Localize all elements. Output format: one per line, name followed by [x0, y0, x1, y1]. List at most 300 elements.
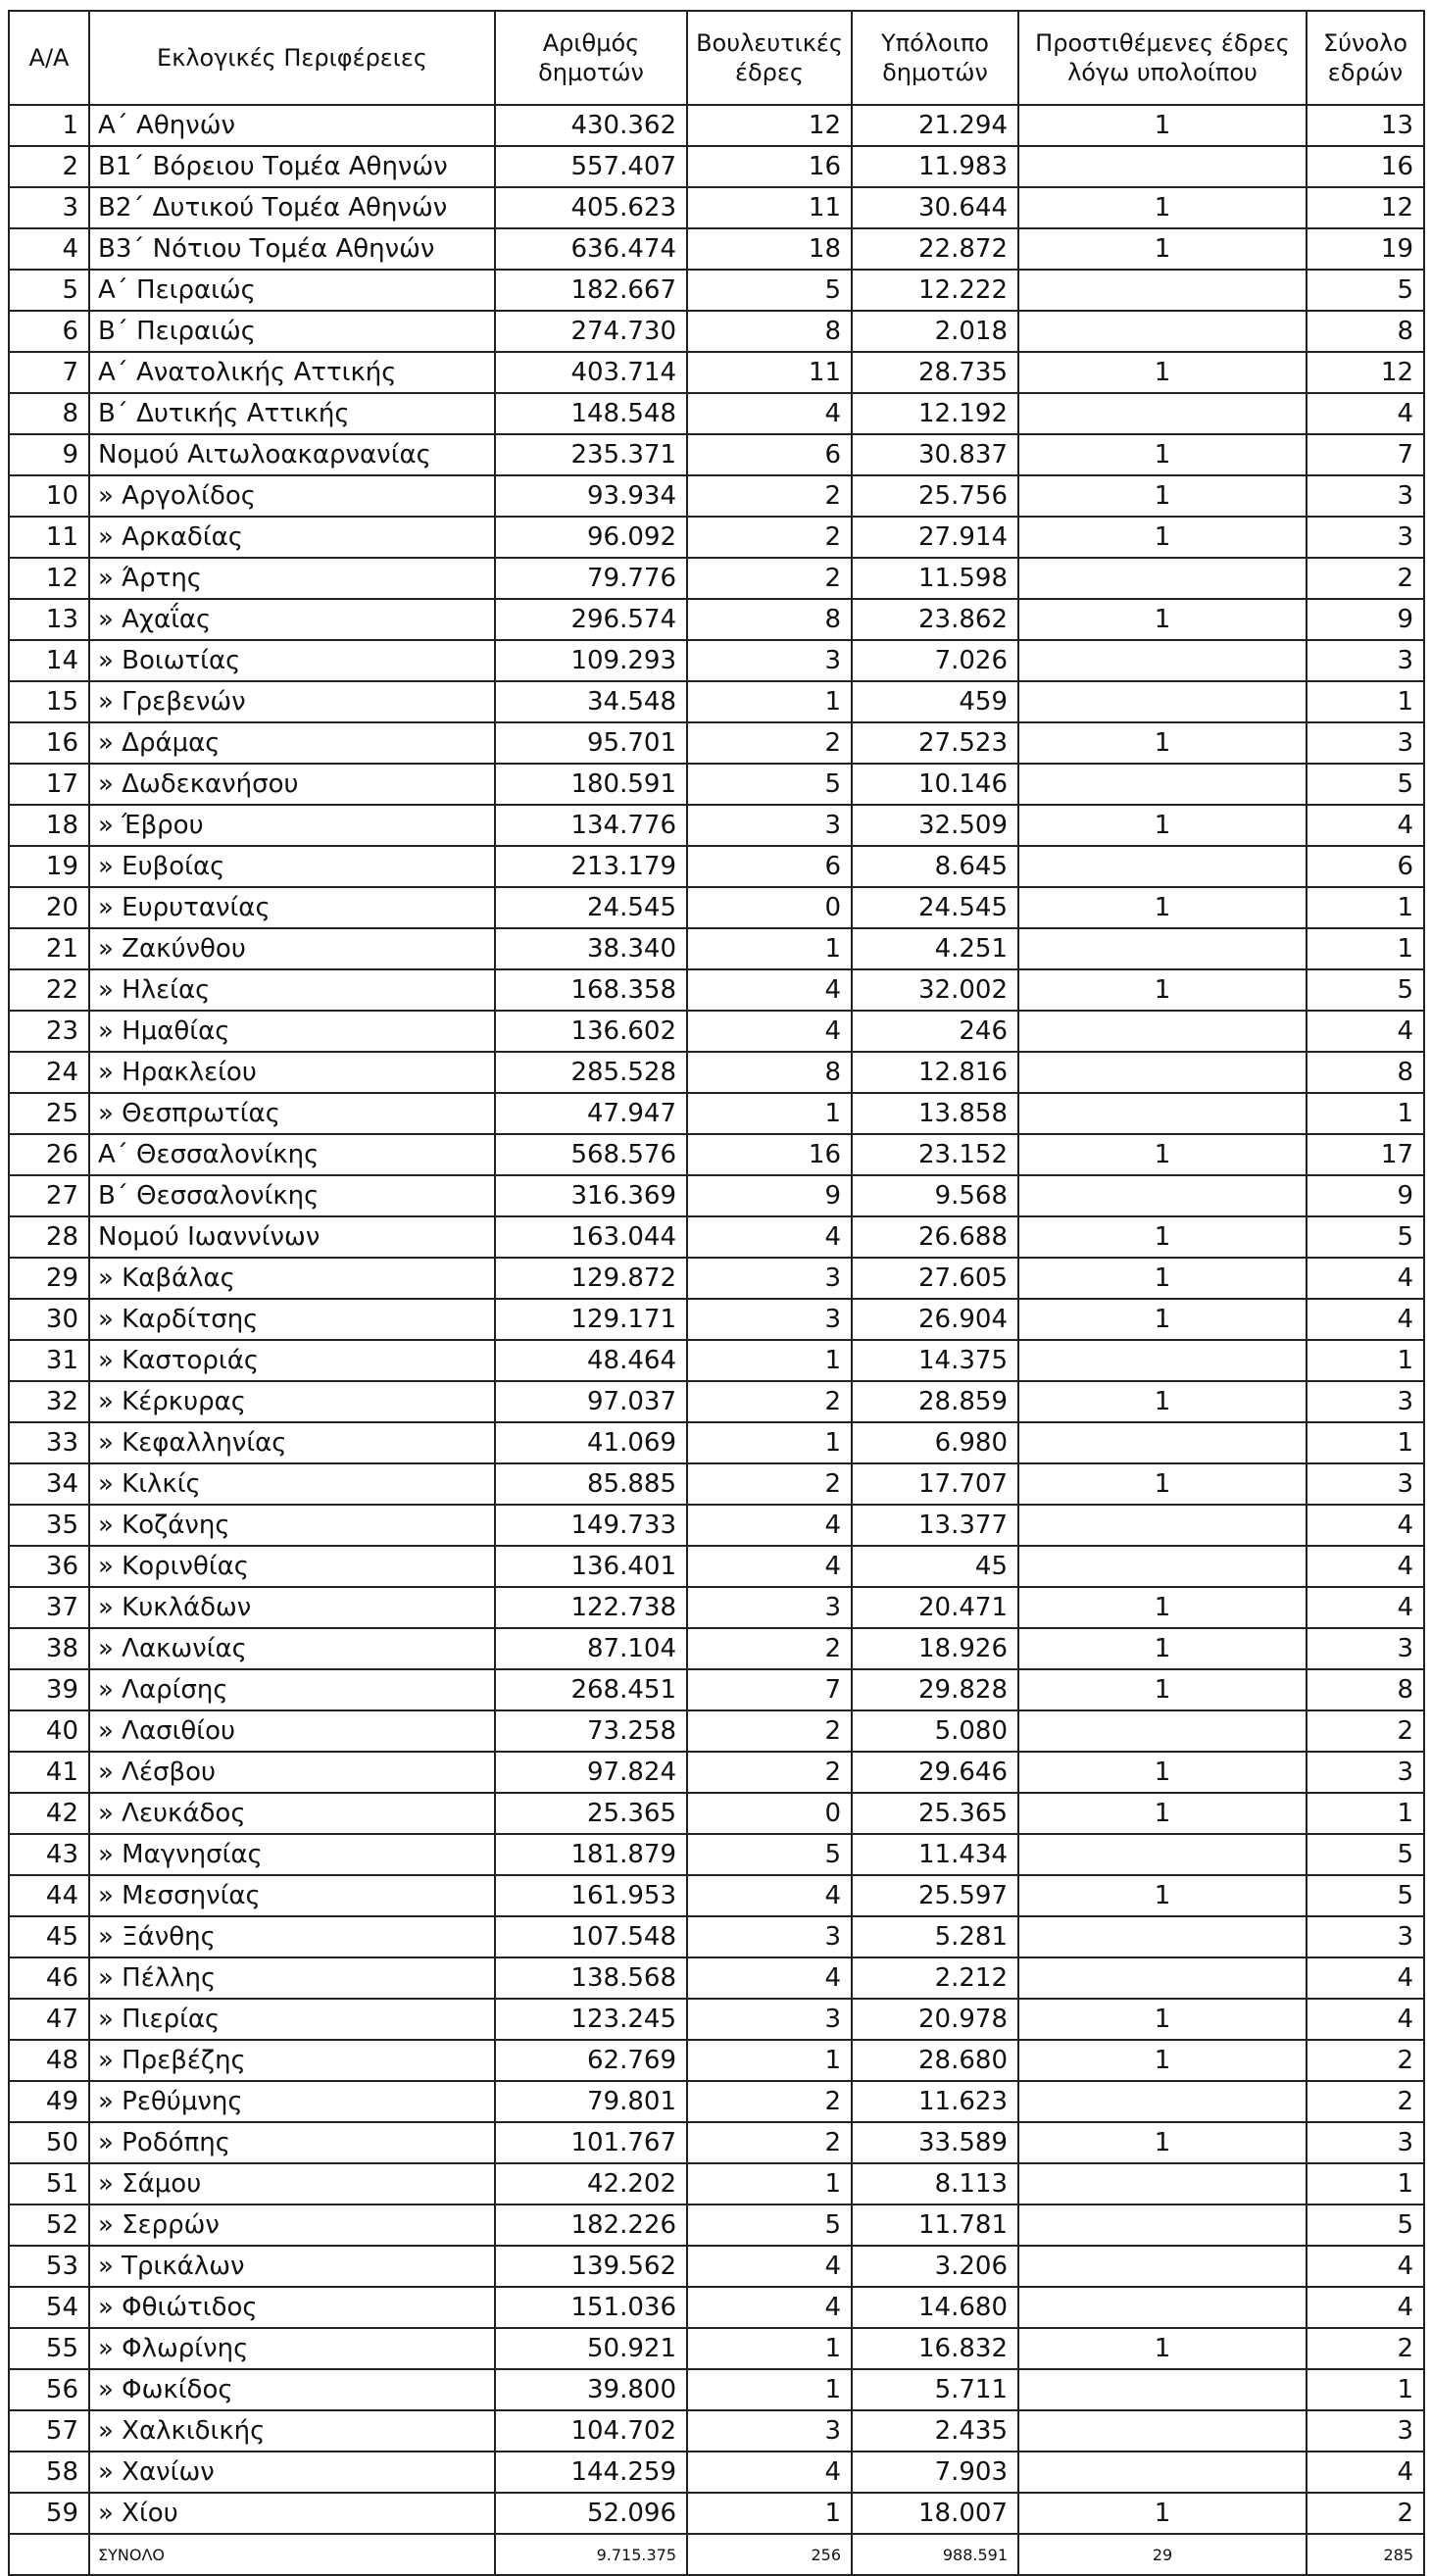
- cell-total-seats: 4: [1307, 1546, 1424, 1587]
- cell-region: » Πρεβέζης: [89, 2040, 495, 2081]
- cell-region: » Κοζάνης: [89, 1505, 495, 1546]
- cell-region: » Σάμου: [89, 2163, 495, 2204]
- cell-voters: 235.371: [495, 434, 687, 475]
- cell-region: » Αχαΐας: [89, 599, 495, 640]
- table-row: [9, 1669, 1424, 1710]
- cell-extra-seats: 1: [1018, 352, 1307, 393]
- cell-remainder: 28.735: [852, 352, 1018, 393]
- cell-total-seats: 3: [1307, 722, 1424, 764]
- cell-extra-seats: [1018, 270, 1307, 311]
- cell-remainder: 8.113: [852, 2163, 1018, 2204]
- cell-total-seats: 4: [1307, 1505, 1424, 1546]
- cell-voters: 161.953: [495, 1875, 687, 1916]
- cell-aa: 16: [9, 722, 89, 764]
- cell-remainder: 28.859: [852, 1381, 1018, 1422]
- cell-remainder: 32.002: [852, 969, 1018, 1011]
- cell-voters: 129.171: [495, 1299, 687, 1340]
- cell-extra-seats: 1: [1018, 969, 1307, 1011]
- cell-voters: 42.202: [495, 2163, 687, 2204]
- cell-remainder: 20.471: [852, 1587, 1018, 1628]
- cell-voters: 104.702: [495, 2410, 687, 2452]
- cell-aa: 1: [9, 105, 89, 146]
- cell-total-seats: 1: [1307, 681, 1424, 722]
- cell-region: Α΄ Θεσσαλονίκης: [89, 1134, 495, 1175]
- table-row: [9, 969, 1424, 1011]
- cell-remainder: 45: [852, 1546, 1018, 1587]
- cell-extra-seats: 1: [1018, 475, 1307, 517]
- cell-aa: 40: [9, 1710, 89, 1752]
- cell-aa: 39: [9, 1669, 89, 1710]
- cell-total-seats: 13: [1307, 105, 1424, 146]
- table-row: [9, 1875, 1424, 1916]
- cell-region: » Ευβοίας: [89, 846, 495, 887]
- cell-aa: 28: [9, 1216, 89, 1258]
- cell-voters: 39.800: [495, 2369, 687, 2410]
- cell-region: » Μαγνησίας: [89, 1834, 495, 1875]
- table-row: [9, 2163, 1424, 2204]
- cell-voters: 136.401: [495, 1546, 687, 1587]
- cell-remainder: 25.365: [852, 1793, 1018, 1834]
- cell-remainder: 13.377: [852, 1505, 1018, 1546]
- table-row: [9, 517, 1424, 558]
- cell-total-seats: 3: [1307, 1628, 1424, 1669]
- table-row: [9, 2452, 1424, 2493]
- cell-voters: 636.474: [495, 228, 687, 270]
- cell-voters: 73.258: [495, 1710, 687, 1752]
- cell-region: » Κιλκίς: [89, 1463, 495, 1505]
- totals-remainder: 988.591: [852, 2534, 1018, 2575]
- cell-total-seats: 3: [1307, 640, 1424, 681]
- cell-total-seats: 2: [1307, 558, 1424, 599]
- cell-extra-seats: 1: [1018, 187, 1307, 228]
- cell-remainder: 5.711: [852, 2369, 1018, 2410]
- cell-region: » Καστοριάς: [89, 1340, 495, 1381]
- table-row: [9, 475, 1424, 517]
- cell-total-seats: 4: [1307, 1957, 1424, 1999]
- cell-seats: 16: [687, 146, 852, 187]
- table-header: [9, 11, 1424, 105]
- cell-seats: 8: [687, 599, 852, 640]
- cell-extra-seats: 1: [1018, 1299, 1307, 1340]
- cell-voters: 95.701: [495, 722, 687, 764]
- table-row: [9, 1422, 1424, 1463]
- cell-total-seats: 5: [1307, 1834, 1424, 1875]
- cell-region: Β΄ Πειραιώς: [89, 311, 495, 352]
- cell-extra-seats: [1018, 2452, 1307, 2493]
- cell-total-seats: 1: [1307, 1793, 1424, 1834]
- cell-seats: 8: [687, 1052, 852, 1093]
- cell-voters: 405.623: [495, 187, 687, 228]
- table-row: [9, 887, 1424, 928]
- table-row: [9, 1957, 1424, 1999]
- cell-voters: 79.776: [495, 558, 687, 599]
- cell-remainder: 2.018: [852, 311, 1018, 352]
- cell-region: » Καρδίτσης: [89, 1299, 495, 1340]
- cell-region: » Κέρκυρας: [89, 1381, 495, 1422]
- cell-aa: 20: [9, 887, 89, 928]
- cell-seats: 6: [687, 434, 852, 475]
- cell-total-seats: 19: [1307, 228, 1424, 270]
- cell-extra-seats: 1: [1018, 1669, 1307, 1710]
- cell-region: » Ηλείας: [89, 969, 495, 1011]
- cell-remainder: 22.872: [852, 228, 1018, 270]
- cell-extra-seats: [1018, 393, 1307, 434]
- table-row: [9, 1752, 1424, 1793]
- table-row: [9, 2410, 1424, 2452]
- table-row: [9, 1793, 1424, 1834]
- cell-aa: 42: [9, 1793, 89, 1834]
- table-row: [9, 805, 1424, 846]
- header-voters: Αριθμός δημοτών: [495, 11, 687, 105]
- cell-seats: 3: [687, 805, 852, 846]
- cell-extra-seats: 1: [1018, 1216, 1307, 1258]
- cell-voters: 430.362: [495, 105, 687, 146]
- cell-region: » Γρεβενών: [89, 681, 495, 722]
- cell-region: Β΄ Θεσσαλονίκης: [89, 1175, 495, 1216]
- cell-region: Α΄ Ανατολικής Αττικής: [89, 352, 495, 393]
- cell-voters: 129.872: [495, 1258, 687, 1299]
- cell-seats: 3: [687, 1299, 852, 1340]
- table-row: [9, 1587, 1424, 1628]
- cell-seats: 4: [687, 2452, 852, 2493]
- cell-aa: 26: [9, 1134, 89, 1175]
- cell-extra-seats: [1018, 146, 1307, 187]
- table-row: [9, 352, 1424, 393]
- cell-total-seats: 12: [1307, 187, 1424, 228]
- cell-aa: 53: [9, 2246, 89, 2287]
- header-total-seats: Σύνολο εδρών: [1307, 11, 1424, 105]
- cell-extra-seats: [1018, 2287, 1307, 2328]
- cell-extra-seats: [1018, 1011, 1307, 1052]
- cell-region: » Χανίων: [89, 2452, 495, 2493]
- cell-total-seats: 9: [1307, 1175, 1424, 1216]
- cell-voters: 180.591: [495, 764, 687, 805]
- cell-voters: 182.667: [495, 270, 687, 311]
- table-row: [9, 2081, 1424, 2122]
- cell-remainder: 14.375: [852, 1340, 1018, 1381]
- cell-region: » Φλωρίνης: [89, 2328, 495, 2369]
- cell-voters: 123.245: [495, 1999, 687, 2040]
- cell-seats: 5: [687, 2204, 852, 2246]
- cell-extra-seats: [1018, 2410, 1307, 2452]
- cell-total-seats: 7: [1307, 434, 1424, 475]
- cell-extra-seats: 1: [1018, 805, 1307, 846]
- cell-remainder: 14.680: [852, 2287, 1018, 2328]
- cell-region: » Ευρυτανίας: [89, 887, 495, 928]
- table-row: [9, 393, 1424, 434]
- header-row: [9, 11, 1424, 105]
- cell-region: » Σερρών: [89, 2204, 495, 2246]
- cell-extra-seats: [1018, 2204, 1307, 2246]
- cell-extra-seats: 1: [1018, 1628, 1307, 1669]
- table-row: [9, 640, 1424, 681]
- totals-total-seats: 285: [1307, 2534, 1424, 2575]
- cell-remainder: 25.756: [852, 475, 1018, 517]
- cell-extra-seats: 1: [1018, 1875, 1307, 1916]
- cell-extra-seats: 1: [1018, 1999, 1307, 2040]
- cell-seats: 3: [687, 1587, 852, 1628]
- cell-total-seats: 17: [1307, 1134, 1424, 1175]
- table-row: [9, 2122, 1424, 2163]
- cell-region: Β1΄ Βόρειου Τομέα Αθηνών: [89, 146, 495, 187]
- cell-aa: 58: [9, 2452, 89, 2493]
- totals-extra-seats: 29: [1018, 2534, 1307, 2575]
- cell-extra-seats: [1018, 2163, 1307, 2204]
- cell-aa: 31: [9, 1340, 89, 1381]
- cell-aa: 14: [9, 640, 89, 681]
- cell-total-seats: 5: [1307, 1216, 1424, 1258]
- cell-aa: 48: [9, 2040, 89, 2081]
- cell-remainder: 18.926: [852, 1628, 1018, 1669]
- cell-remainder: 5.281: [852, 1916, 1018, 1957]
- cell-remainder: 9.568: [852, 1175, 1018, 1216]
- cell-remainder: 11.598: [852, 558, 1018, 599]
- cell-voters: 568.576: [495, 1134, 687, 1175]
- cell-seats: 0: [687, 1793, 852, 1834]
- cell-total-seats: 4: [1307, 1587, 1424, 1628]
- table-row: [9, 681, 1424, 722]
- cell-region: » Καβάλας: [89, 1258, 495, 1299]
- cell-extra-seats: 1: [1018, 1134, 1307, 1175]
- table-row: [9, 2040, 1424, 2081]
- table-row: [9, 558, 1424, 599]
- table-row: [9, 928, 1424, 969]
- cell-seats: 4: [687, 969, 852, 1011]
- cell-remainder: 13.858: [852, 1093, 1018, 1134]
- table-row: [9, 1999, 1424, 2040]
- cell-region: » Ξάνθης: [89, 1916, 495, 1957]
- cell-extra-seats: 1: [1018, 1258, 1307, 1299]
- cell-extra-seats: 1: [1018, 228, 1307, 270]
- cell-aa: 36: [9, 1546, 89, 1587]
- cell-voters: 168.358: [495, 969, 687, 1011]
- cell-seats: 4: [687, 2246, 852, 2287]
- totals-seats: 256: [687, 2534, 852, 2575]
- cell-extra-seats: [1018, 2246, 1307, 2287]
- cell-seats: 3: [687, 1916, 852, 1957]
- cell-voters: 122.738: [495, 1587, 687, 1628]
- cell-extra-seats: 1: [1018, 2493, 1307, 2534]
- cell-voters: 136.602: [495, 1011, 687, 1052]
- table-row: [9, 2328, 1424, 2369]
- cell-remainder: 12.192: [852, 393, 1018, 434]
- cell-region: » Λακωνίας: [89, 1628, 495, 1669]
- cell-region: » Έβρου: [89, 805, 495, 846]
- cell-seats: 2: [687, 558, 852, 599]
- cell-voters: 285.528: [495, 1052, 687, 1093]
- table-row: [9, 764, 1424, 805]
- cell-seats: 2: [687, 2081, 852, 2122]
- cell-extra-seats: 1: [1018, 599, 1307, 640]
- cell-total-seats: 5: [1307, 764, 1424, 805]
- cell-total-seats: 5: [1307, 969, 1424, 1011]
- table-row: [9, 722, 1424, 764]
- table-row: [9, 1463, 1424, 1505]
- cell-aa: 27: [9, 1175, 89, 1216]
- cell-region: » Τρικάλων: [89, 2246, 495, 2287]
- cell-seats: 1: [687, 2369, 852, 2410]
- cell-extra-seats: [1018, 2369, 1307, 2410]
- cell-voters: 85.885: [495, 1463, 687, 1505]
- table-row: [9, 2204, 1424, 2246]
- cell-region: » Ηρακλείου: [89, 1052, 495, 1093]
- cell-total-seats: 2: [1307, 2328, 1424, 2369]
- cell-region: Νομού Ιωαννίνων: [89, 1216, 495, 1258]
- cell-total-seats: 4: [1307, 1011, 1424, 1052]
- cell-aa: 52: [9, 2204, 89, 2246]
- cell-voters: 101.767: [495, 2122, 687, 2163]
- cell-total-seats: 3: [1307, 475, 1424, 517]
- table-row: [9, 1381, 1424, 1422]
- cell-extra-seats: [1018, 928, 1307, 969]
- cell-remainder: 26.904: [852, 1299, 1018, 1340]
- cell-remainder: 28.680: [852, 2040, 1018, 2081]
- cell-voters: 25.365: [495, 1793, 687, 1834]
- cell-extra-seats: [1018, 764, 1307, 805]
- cell-region: » Κορινθίας: [89, 1546, 495, 1587]
- cell-aa: 46: [9, 1957, 89, 1999]
- table-row: [9, 2369, 1424, 2410]
- cell-total-seats: 4: [1307, 1999, 1424, 2040]
- cell-extra-seats: 1: [1018, 887, 1307, 928]
- cell-voters: 213.179: [495, 846, 687, 887]
- cell-extra-seats: 1: [1018, 434, 1307, 475]
- cell-aa: 43: [9, 1834, 89, 1875]
- table-row: [9, 1093, 1424, 1134]
- cell-aa: 50: [9, 2122, 89, 2163]
- cell-voters: 87.104: [495, 1628, 687, 1669]
- cell-aa: 33: [9, 1422, 89, 1463]
- cell-aa: 12: [9, 558, 89, 599]
- cell-region: » Αρκαδίας: [89, 517, 495, 558]
- cell-total-seats: 8: [1307, 1052, 1424, 1093]
- header-aa: Α/Α: [9, 11, 89, 105]
- cell-remainder: 27.523: [852, 722, 1018, 764]
- cell-extra-seats: [1018, 640, 1307, 681]
- cell-total-seats: 4: [1307, 1258, 1424, 1299]
- cell-total-seats: 1: [1307, 1093, 1424, 1134]
- cell-voters: 34.548: [495, 681, 687, 722]
- cell-total-seats: 1: [1307, 2369, 1424, 2410]
- table-row: [9, 1546, 1424, 1587]
- cell-voters: 403.714: [495, 352, 687, 393]
- cell-remainder: 10.146: [852, 764, 1018, 805]
- table-row: [9, 1216, 1424, 1258]
- cell-region: » Χίου: [89, 2493, 495, 2534]
- cell-seats: 11: [687, 187, 852, 228]
- table-row: [9, 1834, 1424, 1875]
- cell-remainder: 11.781: [852, 2204, 1018, 2246]
- cell-region: Α΄ Πειραιώς: [89, 270, 495, 311]
- document-page: [8, 10, 1423, 2576]
- cell-region: » Βοιωτίας: [89, 640, 495, 681]
- cell-voters: 97.824: [495, 1752, 687, 1793]
- cell-seats: 11: [687, 352, 852, 393]
- cell-voters: 52.096: [495, 2493, 687, 2534]
- cell-aa: 56: [9, 2369, 89, 2410]
- cell-aa: 35: [9, 1505, 89, 1546]
- cell-total-seats: 2: [1307, 1710, 1424, 1752]
- cell-remainder: 8.645: [852, 846, 1018, 887]
- cell-seats: 4: [687, 393, 852, 434]
- cell-region: » Φωκίδος: [89, 2369, 495, 2410]
- cell-region: » Λευκάδος: [89, 1793, 495, 1834]
- table-row: [9, 1052, 1424, 1093]
- cell-aa: 49: [9, 2081, 89, 2122]
- cell-seats: 1: [687, 928, 852, 969]
- cell-remainder: 23.862: [852, 599, 1018, 640]
- cell-voters: 93.934: [495, 475, 687, 517]
- cell-aa: 2: [9, 146, 89, 187]
- cell-aa: 44: [9, 1875, 89, 1916]
- cell-total-seats: 5: [1307, 2204, 1424, 2246]
- cell-seats: 2: [687, 1381, 852, 1422]
- cell-remainder: 18.007: [852, 2493, 1018, 2534]
- cell-region: » Ημαθίας: [89, 1011, 495, 1052]
- header-region: Εκλογικές Περιφέρειες: [89, 11, 495, 105]
- cell-voters: 41.069: [495, 1422, 687, 1463]
- table-row: [9, 1710, 1424, 1752]
- cell-region: Νομού Αιτωλοακαρνανίας: [89, 434, 495, 475]
- cell-voters: 47.947: [495, 1093, 687, 1134]
- cell-region: » Δωδεκανήσου: [89, 764, 495, 805]
- table-row: [9, 1916, 1424, 1957]
- cell-region: » Φθιώτιδος: [89, 2287, 495, 2328]
- cell-aa: 22: [9, 969, 89, 1011]
- cell-extra-seats: [1018, 558, 1307, 599]
- cell-seats: 2: [687, 1752, 852, 1793]
- cell-remainder: 21.294: [852, 105, 1018, 146]
- cell-extra-seats: 1: [1018, 1752, 1307, 1793]
- cell-extra-seats: [1018, 1957, 1307, 1999]
- cell-total-seats: 2: [1307, 2081, 1424, 2122]
- cell-extra-seats: [1018, 1546, 1307, 1587]
- cell-voters: 138.568: [495, 1957, 687, 1999]
- cell-extra-seats: 1: [1018, 1463, 1307, 1505]
- cell-total-seats: 3: [1307, 1381, 1424, 1422]
- cell-total-seats: 6: [1307, 846, 1424, 887]
- cell-total-seats: 2: [1307, 2493, 1424, 2534]
- cell-remainder: 5.080: [852, 1710, 1018, 1752]
- cell-total-seats: 4: [1307, 805, 1424, 846]
- table-row: [9, 187, 1424, 228]
- cell-remainder: 2.435: [852, 2410, 1018, 2452]
- cell-voters: 38.340: [495, 928, 687, 969]
- cell-seats: 12: [687, 105, 852, 146]
- cell-seats: 1: [687, 2163, 852, 2204]
- cell-remainder: 7.026: [852, 640, 1018, 681]
- cell-total-seats: 1: [1307, 928, 1424, 969]
- cell-region: » Πέλλης: [89, 1957, 495, 1999]
- seats-table: [8, 10, 1425, 2576]
- table-row: [9, 1505, 1424, 1546]
- cell-seats: 2: [687, 1710, 852, 1752]
- cell-extra-seats: 1: [1018, 1793, 1307, 1834]
- cell-voters: 96.092: [495, 517, 687, 558]
- table-row: [9, 1011, 1424, 1052]
- cell-seats: 18: [687, 228, 852, 270]
- cell-extra-seats: 1: [1018, 2040, 1307, 2081]
- table-row: [9, 599, 1424, 640]
- cell-aa: 25: [9, 1093, 89, 1134]
- totals-aa: [9, 2534, 89, 2575]
- cell-total-seats: 3: [1307, 517, 1424, 558]
- cell-total-seats: 12: [1307, 352, 1424, 393]
- cell-aa: 9: [9, 434, 89, 475]
- cell-seats: 1: [687, 681, 852, 722]
- cell-seats: 1: [687, 1093, 852, 1134]
- cell-aa: 3: [9, 187, 89, 228]
